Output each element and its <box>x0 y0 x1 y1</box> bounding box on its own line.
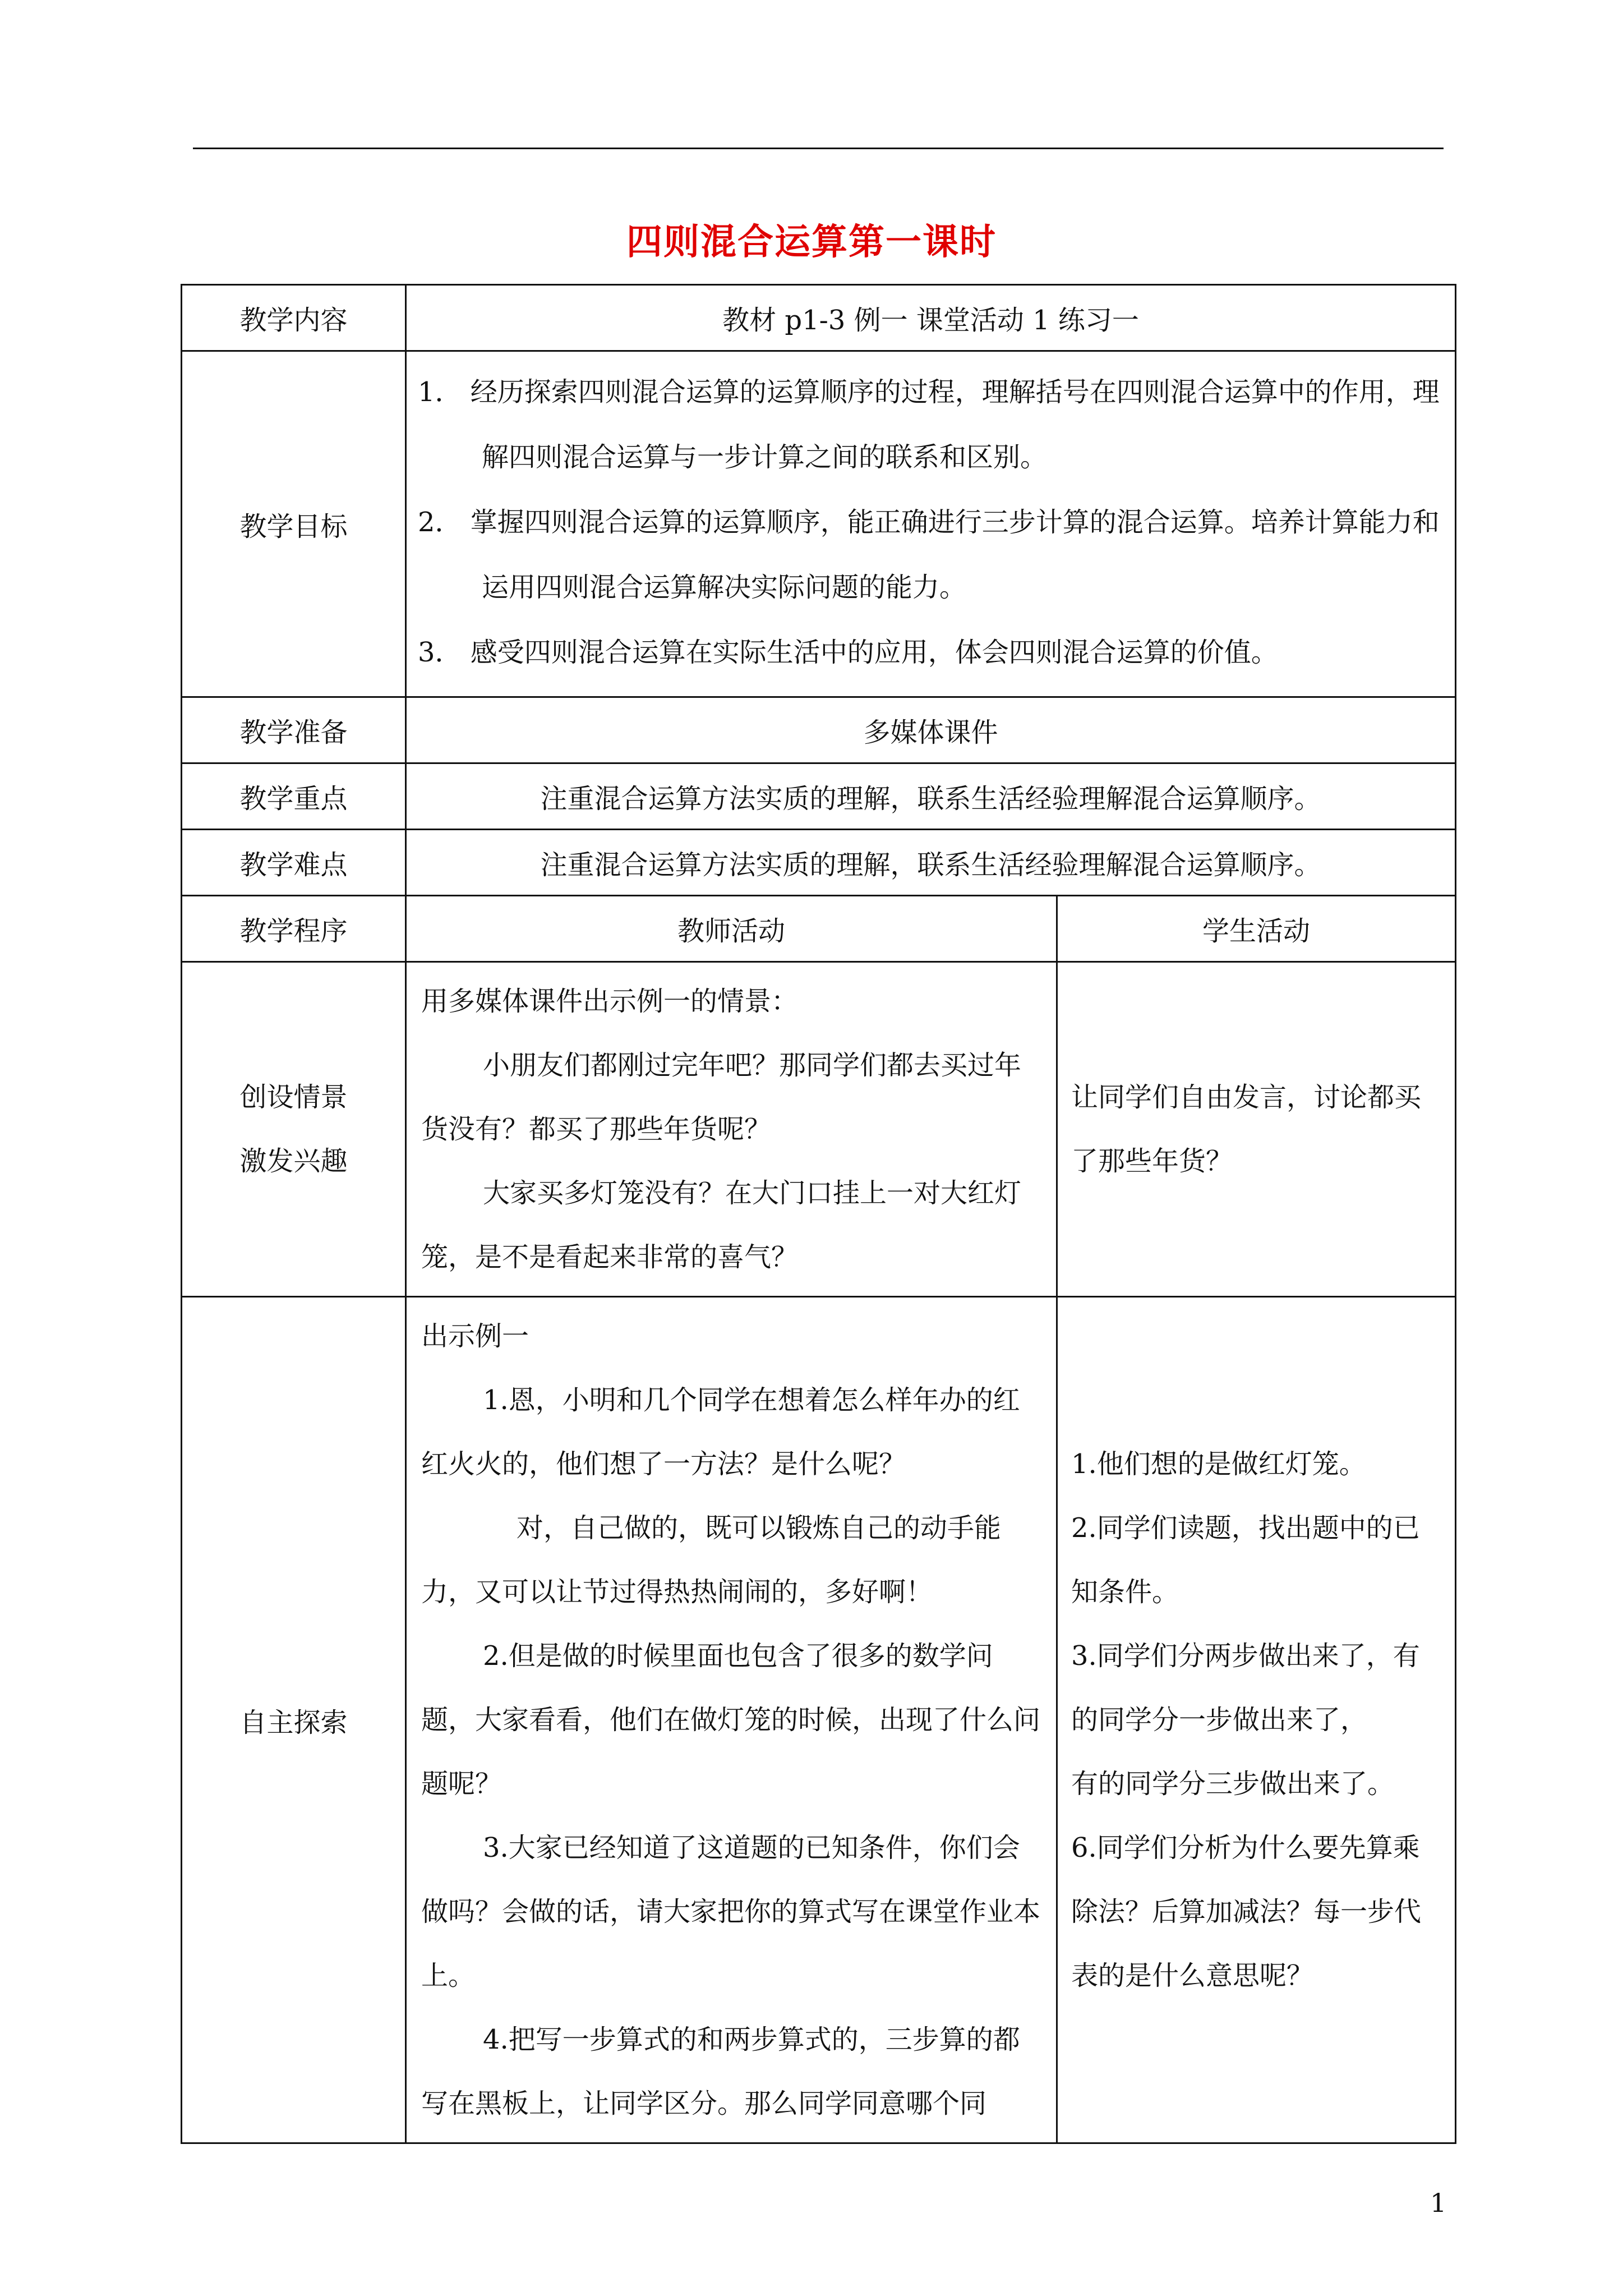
label-difficult: 教学难点 <box>182 830 406 896</box>
value-difficult: 注重混合运算方法实质的理解，联系生活经验理解混合运算顺序。 <box>406 830 1456 896</box>
paragraph: 1.恩，小明和几个同学在想着怎么样年办的红红火火的，他们想了一方法？是什么呢？ <box>421 1384 1020 1480</box>
goal-item: 3． 感受四则混合运算在实际生活中的应用，体会四则混合运算的价值。 <box>418 637 1278 668</box>
paragraph: 大家买多灯笼没有？在大门口挂上一对大红灯笼，是不是看起来非常的喜气？ <box>421 1177 1022 1273</box>
paragraph: 让同学们自由发言，讨论都买了那些年货？ <box>1071 1082 1422 1177</box>
lesson-title: 四则混合运算第一课时 <box>626 221 997 263</box>
value-content: 教材 p1-3 例一 课堂活动 1 练习一 <box>406 285 1456 351</box>
header-student-activity: 学生活动 <box>1057 896 1456 962</box>
page-number: 1 <box>1430 2188 1447 2218</box>
paragraph: 小朋友们都刚过完年吧？那同学们都去买过年货没有？都买了那些年货呢？ <box>421 1050 1022 1145</box>
row-goals <box>182 351 1456 697</box>
label-stage-2: 自主探索 <box>182 1297 406 2143</box>
row-prep <box>182 697 1456 763</box>
goal-item: 1． 经历探索四则混合运算的运算顺序的过程，理解括号在四则混合运算中的作用，理解四则混合运算与一步计算之间的联系和区别。 <box>418 376 1440 473</box>
goals-list <box>406 351 1456 697</box>
stage-1-teacher-activity <box>406 962 1057 1297</box>
paragraph: 对，自己做的，既可以锻炼自己的动手能力，又可以让节过得热热闹闹的，多好啊！ <box>421 1512 1002 1608</box>
value-key: 注重混合运算方法实质的理解，联系生活经验理解混合运算顺序。 <box>406 763 1456 830</box>
row-stage-1 <box>182 962 1456 1297</box>
label-key: 教学重点 <box>182 763 406 830</box>
paragraph: 6.同学们分析为什么要先算乘除法？后算加减法？每一步代表的是什么意思呢？ <box>1071 1832 1422 1991</box>
paragraph: 1.他们想的是做红灯笼。 <box>1071 1448 1366 1480</box>
label-goals: 教学目标 <box>182 351 406 697</box>
row-stage-2 <box>182 1297 1456 2143</box>
header-rule <box>193 148 1444 149</box>
stage-2-student-activity <box>1057 1297 1456 2143</box>
paragraph: 2.同学们读题，找出题中的已知条件。 <box>1071 1512 1420 1608</box>
label-stage-1-line-2: 激发兴趣 <box>239 1145 348 1177</box>
label-prep: 教学准备 <box>182 697 406 763</box>
paragraph: 用多媒体课件出示例一的情景： <box>421 986 799 1017</box>
row-difficult <box>182 830 1456 896</box>
value-prep: 多媒体课件 <box>406 697 1456 763</box>
paragraph: 3.同学们分两步做出来了，有的同学分一步做出来了， <box>1071 1640 1420 1736</box>
paragraph: 3.大家已经知道了这道题的已知条件，你们会做吗？会做的话，请大家把你的算式写在课堂作业本上。 <box>421 1832 1041 1991</box>
paragraph: 有的同学分三步做出来了。 <box>1071 1768 1395 1800</box>
row-content <box>182 285 1456 351</box>
paragraph: 出示例一 <box>421 1320 529 1352</box>
goal-item: 2． 掌握四则混合运算的运算顺序，能正确进行三步计算的混合运算。培养计算能力和运用四则混合运算解决实际问题的能力。 <box>418 507 1440 603</box>
label-stage-1-line-1: 创设情景 <box>239 1082 348 1113</box>
label-content: 教学内容 <box>182 285 406 351</box>
header-teacher-activity: 教师活动 <box>406 896 1057 962</box>
row-procedure <box>182 896 1456 962</box>
stage-1-student-activity <box>1057 962 1456 1297</box>
row-key <box>182 763 1456 830</box>
stage-2-teacher-activity <box>406 1297 1057 2143</box>
label-stage-1 <box>182 962 406 1297</box>
paragraph: 4.把写一步算式的和两步算式的，三步算的都写在黑板上，让同学区分。那么同学同意哪个同 <box>421 2024 1020 2119</box>
lesson-plan-table <box>181 284 1456 2144</box>
paragraph: 2.但是做的时候里面也包含了很多的数学问题，大家看看，他们在做灯笼的时候，出现了什么问题呢？ <box>421 1640 1041 1800</box>
label-procedure: 教学程序 <box>182 896 406 962</box>
